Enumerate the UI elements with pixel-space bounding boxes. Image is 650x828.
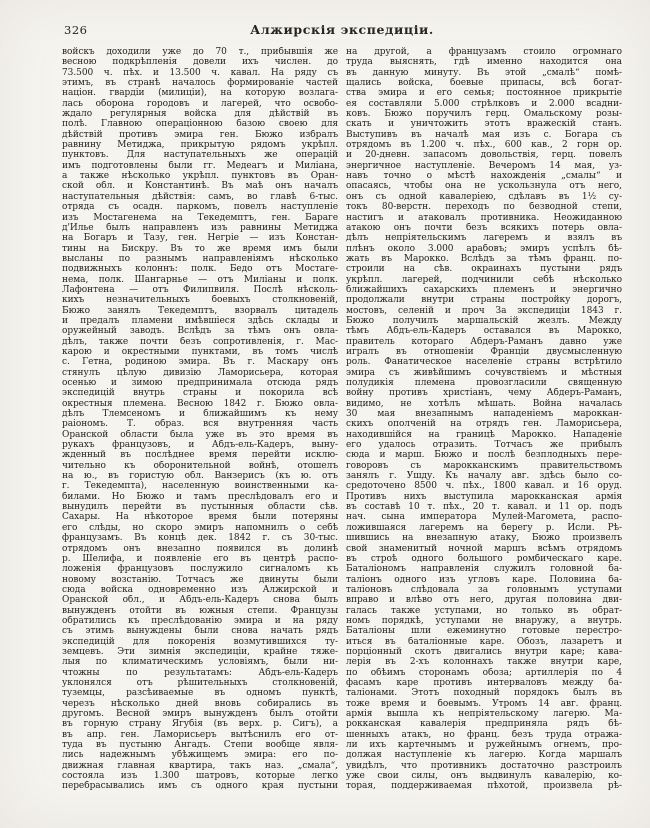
- text-line: 73.500 ч. пѣх. и 13.500 ч. кавал. На ряду съ: [62, 67, 338, 78]
- text-line: ства эмира и его семья; постоянное прикрытіе: [346, 88, 622, 99]
- text-line: торая, поддерживаемая пѣхотой, произвела рѣ-: [346, 781, 622, 792]
- text-line: должая наступленіе къ лагерю. Когда маршалъ: [346, 750, 622, 761]
- text-line: на ю., въ гористую обл. Ванзерисъ (къ ю. отъ: [62, 471, 338, 482]
- text-line: настигъ и атаковалъ противника. Неожиданною: [346, 212, 622, 223]
- text-line: Оранской области была уже въ это время въ: [62, 429, 338, 440]
- text-line: чтожны по результатамъ: Абдъ-ель-Кадеръ: [62, 667, 338, 678]
- text-line: окрестныя племена. Весною 1842 г. Бюжо овла-: [62, 398, 338, 409]
- text-line: дѣйствій противъ эмира ген. Бюжо избралъ: [62, 129, 338, 140]
- text-line: полѣ. Главною операціонною базою своею для: [62, 119, 338, 130]
- text-line: д'Илье былъ направленъ изъ равнины Метиджа: [62, 222, 338, 233]
- text-line: лись надежнымъ убѣжищемъ эмира: его по-: [62, 750, 338, 761]
- text-line: новому возстанію. Тотчасъ же двинуты были: [62, 574, 338, 585]
- text-line: уже свои силы, онъ выдвинулъ кавалерію, ко-: [346, 771, 622, 782]
- text-line: изъ Мостагенема на Текедемптъ, ген. Бараге: [62, 212, 338, 223]
- text-line: труда выяснять, гдѣ именно находится она: [346, 57, 622, 68]
- text-line: Оранской обл., и Абдъ-ель-Кадеръ снова былъ: [62, 595, 338, 606]
- text-line: отрядомъ въ 1.200 ч. пѣх., 600 кав., 2 горн ор.: [346, 140, 622, 151]
- text-line: войну противъ христіанъ, чему Абдеръ-Раманъ,: [346, 388, 622, 399]
- text-line: дѣлъ Тлемсеномъ и ближайшимъ къ нему: [62, 409, 338, 420]
- text-line: Баталіономъ направленія служилъ головной ба-: [346, 564, 622, 575]
- text-line: экспедицій внутрь страны и покорила всѣ: [62, 388, 338, 399]
- text-line: номъ порядкѣ, уступами не внаружу, а внутрь.: [346, 615, 622, 626]
- text-line: сюда и марш. Бюжо и послѣ безплодныхъ пере-: [346, 450, 622, 461]
- text-line: Лафонтена — отъ Филипвиля. Послѣ нѣсколь-: [62, 284, 338, 295]
- text-line: кихъ незначительныхъ боевыхъ столкновеній,: [62, 295, 338, 306]
- text-line: онъ съ одной кавалеріею, сдѣлавъ въ 1½ су-: [346, 191, 622, 202]
- text-line: въ апр. ген. Ламорисьеръ вытѣснилъ его от-: [62, 729, 338, 740]
- text-line: французамъ. Въ концѣ дек. 1842 г. съ 30-тыс.: [62, 533, 338, 544]
- text-line: щались войска, боевые припасы, всѣ богат-: [346, 78, 622, 89]
- text-line: говоровъ съ марокканскимъ правительствомъ: [346, 460, 622, 471]
- text-line: весною подкрѣпленія довели ихъ числен. до: [62, 57, 338, 68]
- text-line: имъ подготовлены были гг. Медеагъ и Миліана,: [62, 160, 338, 171]
- text-line: и 20-дневн. запасомъ довольствія, герц. повелъ: [346, 150, 622, 161]
- text-line: перебрасывались имъ съ одного края пустыни: [62, 781, 338, 792]
- text-line: фасамъ каре противъ интерваловъ между ба-: [346, 677, 622, 688]
- text-line: галась также уступами, но только въ обрат-: [346, 605, 622, 616]
- text-line: чительно къ оборонительной войнѣ, отошелъ: [62, 460, 338, 471]
- text-line: опасаясь, чтобы она не ускользнула отъ него,: [346, 181, 622, 192]
- text-line: состояла изъ 1.300 шатровъ, которые легко: [62, 771, 338, 782]
- text-line: атакою онъ почти безъ всякихъ потерь овла-: [346, 222, 622, 233]
- text-line: лерія въ 2-хъ колоннахъ также внутри каре,: [346, 657, 622, 668]
- text-line: съ этимъ вынуждены были снова начать рядъ: [62, 626, 338, 637]
- text-line: Сахары. На нѣкоторое время были потеряны: [62, 512, 338, 523]
- text-line: таліонами. Этотъ походный порядокъ былъ въ: [346, 688, 622, 699]
- text-line: строили на сѣв. окраинахъ пустыни рядъ: [346, 264, 622, 275]
- text-line: уклонялся отъ рѣшительныхъ столкновеній,: [62, 677, 338, 688]
- text-line: осенью и зимою предпринимала отсюда рядъ: [62, 378, 338, 388]
- text-line: высланы по разнымъ направленіямъ нѣсколько: [62, 253, 338, 264]
- text-line: Бюжо получилъ маршальскій жезлъ. Между: [346, 315, 622, 326]
- text-line: ближайшихъ сахарскихъ племенъ и энергично: [346, 284, 622, 295]
- text-line: ли ихъ картечнымъ и ружейнымъ огнемъ, про-: [346, 740, 622, 751]
- text-line: ложившаяся лагеремъ на берегу р. Исли. Рѣ-: [346, 522, 622, 533]
- text-line: правитель котораго Абдеръ-Раманъ давно уже: [346, 336, 622, 347]
- text-line: продолжали внутри страны постройку дорогъ,: [346, 295, 622, 306]
- text-line: отрядомъ онъ внезапно появился въ долинѣ: [62, 543, 338, 554]
- text-line: этимъ, въ странѣ началось формированіе частей: [62, 78, 338, 89]
- text-line: стянулъ цѣлую дивизію Ламорисьера, которая: [62, 367, 338, 378]
- text-line: шенныхъ атакъ, но франц. безъ труда отража-: [346, 729, 622, 740]
- text-line: тѣмъ Абдъ-ель-Кадеръ оставался въ Марокко,: [346, 326, 622, 337]
- text-line: ея составляли 5.000 стрѣлковъ и 2.000 всадни-: [346, 98, 622, 109]
- text-line: г. Текедемпта), населенную воинственными ка-: [62, 481, 338, 492]
- right-column: [346, 47, 622, 792]
- text-line: вправо и влѣво отъ него, другая половина дви-: [346, 595, 622, 606]
- text-line: рокканская кавалерія предприняла рядъ бѣ-: [346, 719, 622, 730]
- text-line: вынужденъ отойти въ южныя степи. Французы: [62, 605, 338, 616]
- text-line: скихъ ополченій на отрядъ ген. Ламорисьера,: [346, 419, 622, 430]
- text-line: наступательныя дѣйствія: самъ, во главѣ 6-тыс.: [62, 191, 338, 202]
- text-line: 30 мая внезапнымъ нападеніемъ мароккан-: [346, 409, 622, 420]
- text-line: его удалось отразить. Тотчасъ же прибылъ: [346, 440, 622, 451]
- text-line: движная главная квартира, такъ наз. „смала“,: [62, 760, 338, 771]
- text-line: таліонъ одного изъ угловъ каре. Половина ба-: [346, 574, 622, 585]
- text-line: игралъ въ отношеніи Франціи двусмысленную: [346, 346, 622, 357]
- text-line: тины на Бискру. Въ то же время имъ были: [62, 243, 338, 254]
- text-line: ложенія французовъ послужило сигналомъ къ: [62, 564, 338, 575]
- text-line: его слѣды, но скоро эмиръ напомнилъ о себѣ: [62, 522, 338, 533]
- text-line: въ строѣ одного большого ромбическаго каре.: [346, 553, 622, 564]
- text-line: шившись на внезапную атаку, Бюжо произвелъ: [346, 533, 622, 544]
- text-line: средоточено 8500 ч. пѣх., 1800 кавал. и 16 оруд.: [346, 481, 622, 492]
- text-line: и предалъ пламени имѣвшіеся здѣсь склады и: [62, 315, 338, 326]
- text-line: обратились къ преслѣдованію эмира и на ряду: [62, 615, 338, 626]
- text-line: роль. Фанатическое населеніе страны встрѣтило: [346, 357, 622, 368]
- text-line: жать въ Марокко. Вслѣдъ за тѣмъ франц. по-: [346, 253, 622, 264]
- text-line: энергичное наступленіе. Вечеромъ 14 мая, уз-: [346, 160, 622, 171]
- text-line: навъ точно о мѣстѣ нахожденія „смалы“ и: [346, 171, 622, 182]
- text-line: вынудилъ перейти въ пустынныя области сѣв.: [62, 502, 338, 513]
- text-line: свой знаменитый ночной маршъ всѣмъ отрядомъ: [346, 543, 622, 554]
- text-line: отряда съ осадн. паркомъ, повелъ наступленіе: [62, 202, 338, 213]
- text-line: дѣлъ непріятельскимъ лагеремъ и взялъ въ: [346, 233, 622, 244]
- text-line: р. Шелифа, и появленіе его въ центрѣ распо-: [62, 553, 338, 564]
- text-line: порціонный скотъ двигались внутри каре; кава-: [346, 646, 622, 657]
- left-column: [62, 47, 338, 792]
- text-line: скать и уничтожить этотъ вражескій станъ.: [346, 119, 622, 130]
- text-line: тоже время и боевымъ. Утромъ 14 авг. франц.: [346, 698, 622, 709]
- text-line: жденный въ послѣднее время перейти исклю-: [62, 450, 338, 461]
- text-line: укрѣпл. лагерей, подчинили себѣ нѣсколько: [346, 274, 622, 285]
- text-line: а также нѣсколько укрѣпл. пунктовъ въ Оран-: [62, 171, 338, 182]
- text-line: на другой, а французамъ стоило огромнаго: [346, 47, 622, 57]
- text-line: экспедицій для покоренія возмутившихся ту-: [62, 636, 338, 647]
- text-line: видимо, не хотѣлъ мѣшать. Война началась: [346, 398, 622, 409]
- text-columns: [62, 47, 622, 792]
- text-line: туземцы, разсѣиваемые въ одномъ пунктѣ,: [62, 688, 338, 699]
- text-line: другомъ. Весной эмиръ вынужденъ былъ отойти: [62, 709, 338, 719]
- text-line: Выступивъ въ началѣ мая изъ с. Богара съ: [346, 129, 622, 140]
- text-line: Противъ нихъ выступила марокканская армія: [346, 491, 622, 502]
- text-line: ковъ. Бюжо поручилъ герц. Омальскому розы-: [346, 109, 622, 120]
- text-line: Бюжо занялъ Текедемптъ, взорвалъ цитадель: [62, 305, 338, 316]
- text-line: земцевъ. Эти зимнія экспедиціи, крайне тяже-: [62, 646, 338, 657]
- text-line: націон. гвардіи (милиціи), на которую возлага-: [62, 88, 338, 99]
- text-line: эмира съ живѣйшимъ сочувствіемъ и мѣстныя: [346, 367, 622, 378]
- text-line: лыя по климатическимъ условіямъ, были ни-: [62, 657, 338, 668]
- running-title: Алжирскія экспедиціи.: [250, 22, 434, 37]
- text-line: занялъ г. Ушду. Къ началу авг. здѣсь было со-: [346, 471, 622, 482]
- text-line: увидѣлъ, что противникъ достаточно разстроилъ: [346, 760, 622, 771]
- text-line: раіономъ. Т. образ. вся внутренняя часть: [62, 419, 338, 430]
- page-header: [62, 22, 622, 37]
- text-line: въ составѣ 10 т. пѣх., 20 т. кавал. и 11 ор. подъ: [346, 502, 622, 513]
- text-line: пунктовъ. Для наступательныхъ же операцій: [62, 150, 338, 161]
- text-line: сюда войска одновременно изъ Алжирской и: [62, 584, 338, 595]
- text-line: оружейный заводъ. Вслѣдъ за тѣмъ онъ овла-: [62, 326, 338, 337]
- page-number: 326: [64, 23, 88, 37]
- text-line: равнину Метиджа, прикрытую рядомъ укрѣпл.: [62, 140, 338, 151]
- text-line: нема, полк. Шангарнье — отъ Миліаны и полк.: [62, 274, 338, 285]
- text-line: иться въ баталіонные каре. Обозъ, лазаретъ и: [346, 636, 622, 647]
- text-line: черезъ нѣсколько дней вновь собирались въ: [62, 698, 338, 709]
- text-line: с. Гетна, родиною эмира. Въ г. Маскару онъ: [62, 357, 338, 368]
- text-line: лась оборона городовъ и лагерей, что освобо-: [62, 98, 338, 109]
- text-line: на Богаръ и Тазу, ген. Негріе — изъ Констан-: [62, 233, 338, 244]
- text-line: находившійся на границѣ Марокко. Нападеніе: [346, 429, 622, 440]
- text-line: токъ 80-верстн. переходъ по безводной степи,: [346, 202, 622, 213]
- text-line: дѣлъ, также почти безъ сопротивленія, г. Мас-: [62, 336, 338, 347]
- text-line: подвижныхъ колоннъ: полк. Бедо отъ Мостаге-: [62, 264, 338, 275]
- text-line: въ горную страну Ягубія (въ верх. р. Сигъ), а: [62, 719, 338, 730]
- text-line: по обѣимъ сторонамъ обоза; артиллерія по 4: [346, 667, 622, 678]
- text-line: плѣнъ около 3.000 арабовъ; эмиръ успѣлъ бѣ-: [346, 243, 622, 254]
- text-line: нач. сына императора Мулей-Магомета, распо-: [346, 512, 622, 523]
- text-line: туда въ пустыню Ангадъ. Степи вообще явля-: [62, 740, 338, 751]
- text-line: мостовъ, селеній и проч За экспедиціи 1843 г.: [346, 305, 622, 316]
- text-line: армія вышла къ непріятельскому лагерю. Ма-: [346, 709, 622, 719]
- text-line: карою и окрестными пунктами, въ томъ числѣ: [62, 346, 338, 357]
- text-line: въ данную минуту. Въ этой „смалѣ“ помѣ-: [346, 67, 622, 78]
- text-line: полудикія племена провозгласили священную: [346, 378, 622, 388]
- text-line: таліоновъ слѣдовала за головнымъ уступами: [346, 584, 622, 595]
- text-line: ждало регулярныя войска для дѣйствій въ: [62, 109, 338, 120]
- text-line: войскъ доходили уже до 70 т., прибывшія же: [62, 47, 338, 57]
- text-line: рукахъ французовъ, и Абдъ-ель-Кадеръ, выну-: [62, 440, 338, 451]
- text-line: ской обл. и Константинѣ. Въ маѣ онъ началъ: [62, 181, 338, 192]
- text-line: Баталіоны шли ежеминутно готовые перестро-: [346, 626, 622, 637]
- text-line: билами. Но Бюжо и тамъ преслѣдовалъ его и: [62, 491, 338, 502]
